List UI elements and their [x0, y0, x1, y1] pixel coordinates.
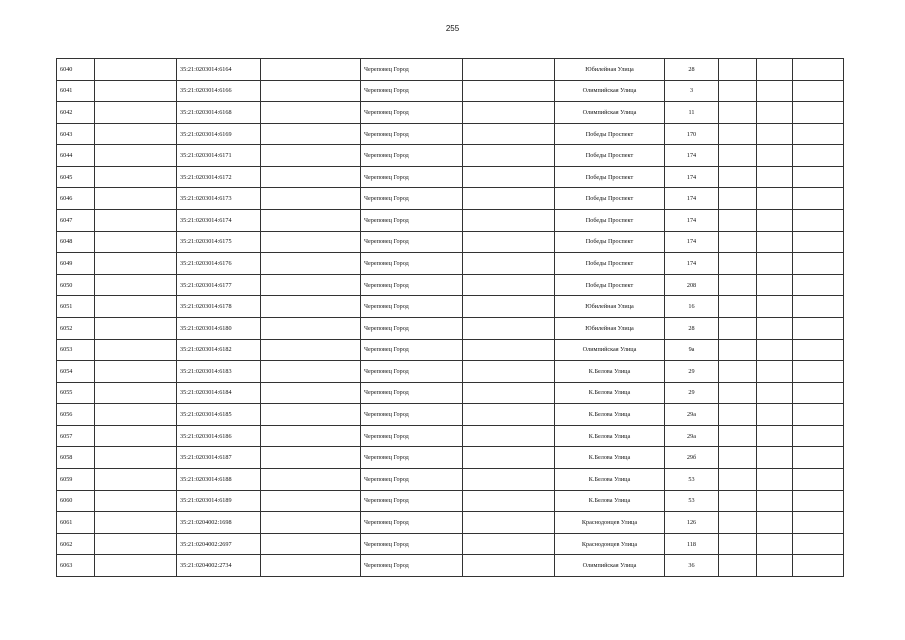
house-number: 53 [665, 490, 719, 512]
empty-cell [757, 123, 793, 145]
empty-cell [95, 447, 177, 469]
empty-cell [261, 382, 361, 404]
house-number: 29а [665, 425, 719, 447]
empty-cell [95, 80, 177, 102]
empty-cell [261, 123, 361, 145]
empty-cell [757, 404, 793, 426]
empty-cell [719, 231, 757, 253]
cadastral-number: 35:21:0203014:6180 [177, 317, 261, 339]
street-name: Юбилейная Улица [555, 59, 665, 81]
table-row [57, 59, 844, 81]
cadastral-number: 35:21:0203014:6172 [177, 166, 261, 188]
empty-cell [463, 533, 555, 555]
cadastral-number: 35:21:0203014:6178 [177, 296, 261, 318]
empty-cell [719, 533, 757, 555]
empty-cell [463, 468, 555, 490]
empty-cell [719, 425, 757, 447]
row-number: 6054 [57, 361, 95, 383]
row-number: 6053 [57, 339, 95, 361]
city-name: Череповец Город [361, 231, 463, 253]
street-name: Юбилейная Улица [555, 296, 665, 318]
empty-cell [719, 296, 757, 318]
city-name: Череповец Город [361, 447, 463, 469]
table-row [57, 468, 844, 490]
table-row [57, 339, 844, 361]
empty-cell [261, 555, 361, 577]
table-row [57, 296, 844, 318]
empty-cell [757, 210, 793, 232]
empty-cell [719, 123, 757, 145]
table-row [57, 188, 844, 210]
cadastral-number: 35:21:0203014:6189 [177, 490, 261, 512]
registry-table [56, 58, 844, 577]
empty-cell [757, 188, 793, 210]
table-row [57, 555, 844, 577]
empty-cell [261, 447, 361, 469]
empty-cell [261, 145, 361, 167]
city-name: Череповец Город [361, 123, 463, 145]
empty-cell [95, 468, 177, 490]
empty-cell [261, 339, 361, 361]
street-name: Победы Проспект [555, 210, 665, 232]
empty-cell [719, 361, 757, 383]
house-number: 174 [665, 231, 719, 253]
table-row [57, 447, 844, 469]
street-name: Победы Проспект [555, 123, 665, 145]
empty-cell [261, 274, 361, 296]
row-number: 6052 [57, 317, 95, 339]
empty-cell [95, 145, 177, 167]
table-row [57, 404, 844, 426]
empty-cell [793, 425, 844, 447]
empty-cell [719, 404, 757, 426]
empty-cell [757, 382, 793, 404]
empty-cell [463, 231, 555, 253]
city-name: Череповец Город [361, 317, 463, 339]
empty-cell [757, 339, 793, 361]
empty-cell [719, 59, 757, 81]
row-number: 6056 [57, 404, 95, 426]
street-name: К.Белова Улица [555, 404, 665, 426]
cadastral-number: 35:21:0203014:6169 [177, 123, 261, 145]
row-number: 6040 [57, 59, 95, 81]
house-number: 174 [665, 253, 719, 275]
empty-cell [719, 188, 757, 210]
house-number: 3 [665, 80, 719, 102]
empty-cell [793, 555, 844, 577]
cadastral-number: 35:21:0203014:6187 [177, 447, 261, 469]
empty-cell [95, 102, 177, 124]
empty-cell [757, 555, 793, 577]
table-row [57, 382, 844, 404]
empty-cell [463, 361, 555, 383]
empty-cell [463, 253, 555, 275]
empty-cell [95, 231, 177, 253]
empty-cell [463, 296, 555, 318]
empty-cell [793, 382, 844, 404]
empty-cell [793, 490, 844, 512]
row-number: 6050 [57, 274, 95, 296]
city-name: Череповец Город [361, 188, 463, 210]
empty-cell [261, 404, 361, 426]
row-number: 6044 [57, 145, 95, 167]
empty-cell [95, 512, 177, 534]
empty-cell [95, 361, 177, 383]
empty-cell [95, 123, 177, 145]
table-row [57, 512, 844, 534]
empty-cell [757, 59, 793, 81]
empty-cell [95, 253, 177, 275]
city-name: Череповец Город [361, 296, 463, 318]
city-name: Череповец Город [361, 555, 463, 577]
table-row [57, 166, 844, 188]
street-name: Победы Проспект [555, 231, 665, 253]
cadastral-number: 35:21:0203014:6184 [177, 382, 261, 404]
city-name: Череповец Город [361, 59, 463, 81]
city-name: Череповец Город [361, 468, 463, 490]
row-number: 6041 [57, 80, 95, 102]
house-number: 174 [665, 145, 719, 167]
row-number: 6046 [57, 188, 95, 210]
table-row [57, 274, 844, 296]
empty-cell [757, 145, 793, 167]
empty-cell [719, 274, 757, 296]
empty-cell [793, 404, 844, 426]
cadastral-number: 35:21:0204002:1698 [177, 512, 261, 534]
table-row [57, 425, 844, 447]
street-name: К.Белова Улица [555, 361, 665, 383]
row-number: 6051 [57, 296, 95, 318]
empty-cell [793, 188, 844, 210]
empty-cell [463, 274, 555, 296]
table-row [57, 210, 844, 232]
cadastral-number: 35:21:0203014:6168 [177, 102, 261, 124]
empty-cell [793, 274, 844, 296]
empty-cell [463, 102, 555, 124]
street-name: Олимпийская Улица [555, 339, 665, 361]
empty-cell [719, 339, 757, 361]
street-name: Олимпийская Улица [555, 555, 665, 577]
empty-cell [261, 210, 361, 232]
table-row [57, 490, 844, 512]
empty-cell [463, 145, 555, 167]
table-row [57, 231, 844, 253]
street-name: Победы Проспект [555, 166, 665, 188]
empty-cell [95, 274, 177, 296]
empty-cell [793, 253, 844, 275]
city-name: Череповец Город [361, 253, 463, 275]
empty-cell [463, 166, 555, 188]
table-row [57, 145, 844, 167]
cadastral-number: 35:21:0203014:6188 [177, 468, 261, 490]
house-number: 53 [665, 468, 719, 490]
cadastral-number: 35:21:0203014:6183 [177, 361, 261, 383]
table-row [57, 317, 844, 339]
empty-cell [719, 145, 757, 167]
street-name: К.Белова Улица [555, 490, 665, 512]
house-number: 29 [665, 361, 719, 383]
cadastral-number: 35:21:0203014:6185 [177, 404, 261, 426]
house-number: 29б [665, 447, 719, 469]
city-name: Череповец Город [361, 102, 463, 124]
row-number: 6057 [57, 425, 95, 447]
empty-cell [757, 468, 793, 490]
city-name: Череповец Город [361, 145, 463, 167]
city-name: Череповец Город [361, 533, 463, 555]
empty-cell [719, 102, 757, 124]
city-name: Череповец Город [361, 80, 463, 102]
table-row [57, 102, 844, 124]
city-name: Череповец Город [361, 274, 463, 296]
street-name: К.Белова Улица [555, 425, 665, 447]
empty-cell [261, 468, 361, 490]
empty-cell [463, 425, 555, 447]
empty-cell [463, 210, 555, 232]
empty-cell [793, 339, 844, 361]
table-row [57, 361, 844, 383]
empty-cell [261, 296, 361, 318]
city-name: Череповец Город [361, 490, 463, 512]
empty-cell [793, 210, 844, 232]
row-number: 6063 [57, 555, 95, 577]
row-number: 6042 [57, 102, 95, 124]
empty-cell [757, 253, 793, 275]
empty-cell [463, 404, 555, 426]
empty-cell [95, 404, 177, 426]
empty-cell [719, 447, 757, 469]
cadastral-number: 35:21:0203014:6176 [177, 253, 261, 275]
empty-cell [793, 80, 844, 102]
row-number: 6062 [57, 533, 95, 555]
empty-cell [95, 296, 177, 318]
empty-cell [757, 512, 793, 534]
row-number: 6047 [57, 210, 95, 232]
empty-cell [261, 512, 361, 534]
empty-cell [757, 296, 793, 318]
street-name: Олимпийская Улица [555, 80, 665, 102]
street-name: Победы Проспект [555, 253, 665, 275]
empty-cell [719, 253, 757, 275]
house-number: 16 [665, 296, 719, 318]
cadastral-number: 35:21:0203014:6186 [177, 425, 261, 447]
row-number: 6043 [57, 123, 95, 145]
empty-cell [719, 490, 757, 512]
street-name: Юбилейная Улица [555, 317, 665, 339]
cadastral-number: 35:21:0204002:2734 [177, 555, 261, 577]
house-number: 208 [665, 274, 719, 296]
city-name: Череповец Город [361, 339, 463, 361]
city-name: Череповец Город [361, 425, 463, 447]
empty-cell [757, 533, 793, 555]
empty-cell [793, 166, 844, 188]
empty-cell [261, 425, 361, 447]
empty-cell [95, 210, 177, 232]
empty-cell [719, 166, 757, 188]
empty-cell [95, 339, 177, 361]
table-row [57, 80, 844, 102]
empty-cell [793, 447, 844, 469]
row-number: 6060 [57, 490, 95, 512]
empty-cell [261, 533, 361, 555]
empty-cell [757, 274, 793, 296]
empty-cell [95, 533, 177, 555]
street-name: Краснодонцев Улица [555, 512, 665, 534]
table-row [57, 253, 844, 275]
row-number: 6049 [57, 253, 95, 275]
city-name: Череповец Город [361, 361, 463, 383]
house-number: 9а [665, 339, 719, 361]
cadastral-number: 35:21:0203014:6182 [177, 339, 261, 361]
empty-cell [463, 339, 555, 361]
empty-cell [719, 317, 757, 339]
empty-cell [757, 166, 793, 188]
house-number: 36 [665, 555, 719, 577]
empty-cell [261, 166, 361, 188]
empty-cell [793, 231, 844, 253]
house-number: 28 [665, 59, 719, 81]
empty-cell [463, 188, 555, 210]
empty-cell [95, 425, 177, 447]
empty-cell [463, 555, 555, 577]
page-number: 255 [445, 24, 460, 33]
street-name: К.Белова Улица [555, 382, 665, 404]
city-name: Череповец Город [361, 382, 463, 404]
empty-cell [463, 80, 555, 102]
empty-cell [757, 80, 793, 102]
row-number: 6058 [57, 447, 95, 469]
row-number: 6048 [57, 231, 95, 253]
street-name: К.Белова Улица [555, 468, 665, 490]
empty-cell [95, 317, 177, 339]
empty-cell [793, 361, 844, 383]
empty-cell [95, 490, 177, 512]
empty-cell [95, 166, 177, 188]
cadastral-number: 35:21:0203014:6177 [177, 274, 261, 296]
empty-cell [261, 231, 361, 253]
cadastral-number: 35:21:0203014:6175 [177, 231, 261, 253]
cadastral-number: 35:21:0203014:6171 [177, 145, 261, 167]
empty-cell [463, 317, 555, 339]
empty-cell [757, 447, 793, 469]
street-name: Победы Проспект [555, 188, 665, 210]
empty-cell [793, 145, 844, 167]
empty-cell [757, 317, 793, 339]
empty-cell [463, 447, 555, 469]
table-row [57, 123, 844, 145]
empty-cell [757, 425, 793, 447]
empty-cell [793, 317, 844, 339]
empty-cell [793, 102, 844, 124]
street-name: Краснодонцев Улица [555, 533, 665, 555]
cadastral-number: 35:21:0203014:6166 [177, 80, 261, 102]
empty-cell [719, 210, 757, 232]
house-number: 28 [665, 317, 719, 339]
empty-cell [261, 102, 361, 124]
row-number: 6059 [57, 468, 95, 490]
empty-cell [95, 188, 177, 210]
empty-cell [261, 59, 361, 81]
cadastral-number: 35:21:0204002:2697 [177, 533, 261, 555]
empty-cell [793, 512, 844, 534]
house-number: 174 [665, 166, 719, 188]
house-number: 11 [665, 102, 719, 124]
empty-cell [95, 555, 177, 577]
row-number: 6061 [57, 512, 95, 534]
house-number: 174 [665, 210, 719, 232]
empty-cell [463, 59, 555, 81]
table-body [57, 59, 844, 577]
house-number: 118 [665, 533, 719, 555]
empty-cell [261, 490, 361, 512]
city-name: Череповец Город [361, 166, 463, 188]
city-name: Череповец Город [361, 210, 463, 232]
cadastral-number: 35:21:0203014:6164 [177, 59, 261, 81]
house-number: 29а [665, 404, 719, 426]
empty-cell [261, 188, 361, 210]
house-number: 126 [665, 512, 719, 534]
empty-cell [719, 512, 757, 534]
house-number: 170 [665, 123, 719, 145]
empty-cell [793, 296, 844, 318]
table-row [57, 533, 844, 555]
city-name: Череповец Город [361, 512, 463, 534]
empty-cell [757, 102, 793, 124]
empty-cell [261, 361, 361, 383]
empty-cell [261, 317, 361, 339]
row-number: 6045 [57, 166, 95, 188]
row-number: 6055 [57, 382, 95, 404]
street-name: К.Белова Улица [555, 447, 665, 469]
cadastral-number: 35:21:0203014:6173 [177, 188, 261, 210]
empty-cell [757, 231, 793, 253]
empty-cell [719, 80, 757, 102]
cadastral-number: 35:21:0203014:6174 [177, 210, 261, 232]
empty-cell [463, 512, 555, 534]
empty-cell [719, 468, 757, 490]
empty-cell [793, 123, 844, 145]
empty-cell [719, 555, 757, 577]
empty-cell [261, 80, 361, 102]
empty-cell [757, 361, 793, 383]
empty-cell [95, 382, 177, 404]
house-number: 29 [665, 382, 719, 404]
empty-cell [463, 382, 555, 404]
empty-cell [261, 253, 361, 275]
street-name: Победы Проспект [555, 274, 665, 296]
empty-cell [793, 59, 844, 81]
house-number: 174 [665, 188, 719, 210]
empty-cell [793, 468, 844, 490]
empty-cell [463, 123, 555, 145]
empty-cell [95, 59, 177, 81]
street-name: Победы Проспект [555, 145, 665, 167]
empty-cell [757, 490, 793, 512]
street-name: Олимпийская Улица [555, 102, 665, 124]
empty-cell [463, 490, 555, 512]
empty-cell [719, 382, 757, 404]
city-name: Череповец Город [361, 404, 463, 426]
empty-cell [793, 533, 844, 555]
